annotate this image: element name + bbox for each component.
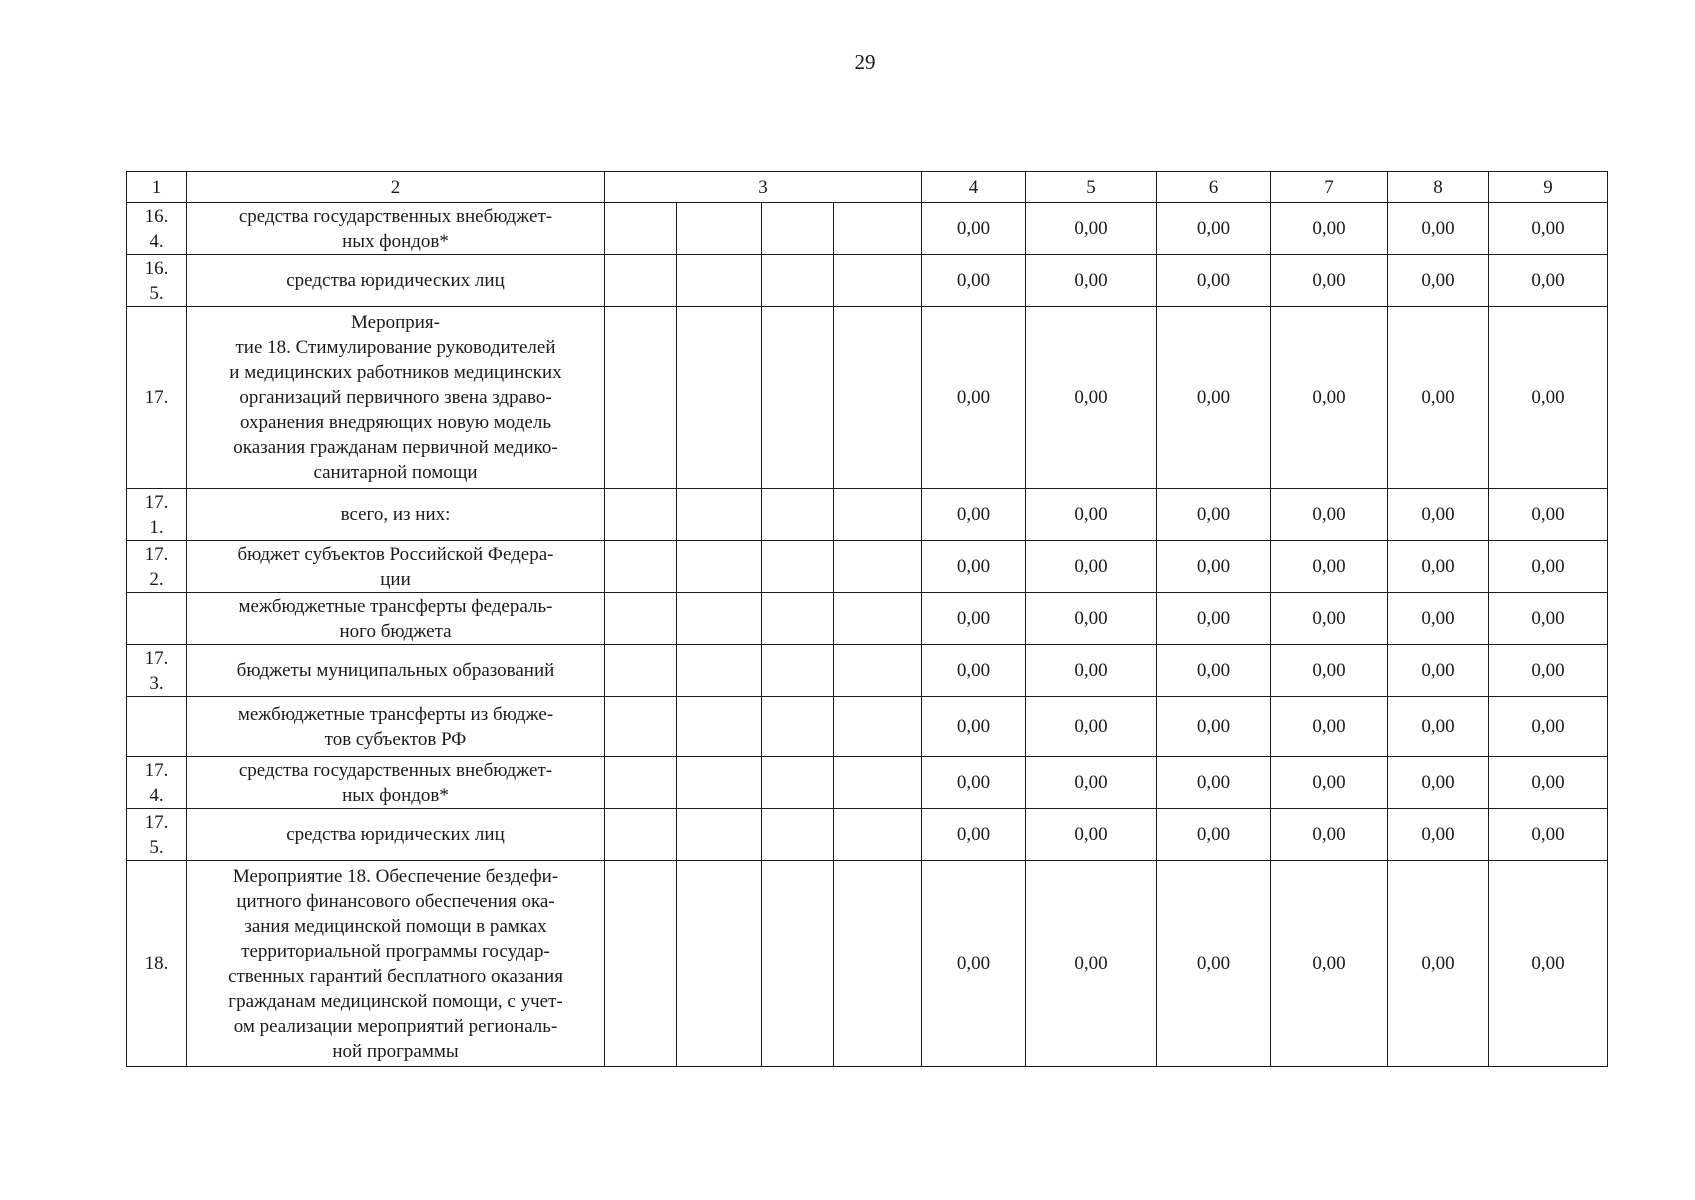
row-number-cell: 17. 2. [127,541,187,593]
row-number-cell: 17. [127,307,187,489]
empty-subcell [605,203,677,255]
value-cell: 0,00 [1271,757,1388,809]
empty-subcell [834,541,922,593]
value-cell: 0,00 [1157,255,1271,307]
header-cell: 6 [1157,172,1271,203]
value-cell: 0,00 [1157,489,1271,541]
header-cell: 9 [1489,172,1608,203]
empty-subcell [605,255,677,307]
row-description-cell: средства юридических лиц [187,809,605,861]
value-cell: 0,00 [922,593,1026,645]
value-cell: 0,00 [1271,541,1388,593]
row-description-cell: межбюджетные трансферты из бюдже- тов субъектов РФ [187,697,605,757]
value-cell: 0,00 [1271,809,1388,861]
row-description-cell: всего, из них: [187,489,605,541]
value-cell: 0,00 [1157,861,1271,1067]
empty-subcell [677,809,762,861]
page-number: 29 [854,50,876,74]
table-row [127,489,1608,541]
value-cell: 0,00 [1489,697,1608,757]
value-cell: 0,00 [1489,645,1608,697]
value-cell: 0,00 [1489,809,1608,861]
value-cell: 0,00 [1388,809,1489,861]
table-row [127,593,1608,645]
header-cell: 1 [127,172,187,203]
empty-subcell [677,307,762,489]
value-cell: 0,00 [1271,697,1388,757]
header-row [127,172,1608,203]
empty-subcell [605,307,677,489]
empty-subcell [605,809,677,861]
value-cell: 0,00 [922,489,1026,541]
table-row [127,255,1608,307]
empty-subcell [834,255,922,307]
value-cell: 0,00 [922,255,1026,307]
value-cell: 0,00 [1388,697,1489,757]
header-cell: 8 [1388,172,1489,203]
row-description-cell: средства государственных внебюджет- ных фондов* [187,757,605,809]
value-cell: 0,00 [1026,255,1157,307]
header-cell: 2 [187,172,605,203]
value-cell: 0,00 [922,757,1026,809]
value-cell: 0,00 [1271,489,1388,541]
empty-subcell [677,697,762,757]
value-cell: 0,00 [1489,757,1608,809]
empty-subcell [834,307,922,489]
empty-subcell [677,203,762,255]
value-cell: 0,00 [1271,593,1388,645]
table-row [127,203,1608,255]
row-number-cell [127,697,187,757]
empty-subcell [677,489,762,541]
row-description-cell: бюджет субъектов Российской Федера- ции [187,541,605,593]
empty-subcell [834,593,922,645]
value-cell: 0,00 [1026,489,1157,541]
value-cell: 0,00 [1271,307,1388,489]
empty-subcell [834,645,922,697]
row-number-cell: 17. 4. [127,757,187,809]
empty-subcell [834,809,922,861]
table-row [127,809,1608,861]
empty-subcell [762,809,834,861]
header-cell: 3 [605,172,922,203]
value-cell: 0,00 [922,697,1026,757]
value-cell: 0,00 [1026,593,1157,645]
empty-subcell [762,307,834,489]
value-cell: 0,00 [922,541,1026,593]
value-cell: 0,00 [1026,645,1157,697]
value-cell: 0,00 [1026,307,1157,489]
value-cell: 0,00 [1157,757,1271,809]
empty-subcell [762,757,834,809]
value-cell: 0,00 [1489,255,1608,307]
empty-subcell [762,593,834,645]
row-description-cell: средства юридических лиц [187,255,605,307]
value-cell: 0,00 [1489,593,1608,645]
header-cell: 5 [1026,172,1157,203]
value-cell: 0,00 [1388,757,1489,809]
value-cell: 0,00 [1157,593,1271,645]
empty-subcell [605,593,677,645]
value-cell: 0,00 [1271,861,1388,1067]
empty-subcell [605,757,677,809]
value-cell: 0,00 [1388,541,1489,593]
empty-subcell [762,697,834,757]
value-cell: 0,00 [1388,307,1489,489]
empty-subcell [834,861,922,1067]
header-cell: 4 [922,172,1026,203]
table-row [127,861,1608,1067]
row-number-cell: 17. 3. [127,645,187,697]
empty-subcell [762,203,834,255]
value-cell: 0,00 [1271,645,1388,697]
empty-subcell [762,255,834,307]
value-cell: 0,00 [1026,861,1157,1067]
value-cell: 0,00 [1489,307,1608,489]
value-cell: 0,00 [1489,489,1608,541]
value-cell: 0,00 [1157,697,1271,757]
empty-subcell [605,645,677,697]
budget-table-container [126,171,1608,1067]
value-cell: 0,00 [922,645,1026,697]
value-cell: 0,00 [1271,203,1388,255]
budget-table [126,171,1608,1067]
value-cell: 0,00 [1489,541,1608,593]
value-cell: 0,00 [1489,861,1608,1067]
row-number-cell [127,593,187,645]
row-number-cell: 18. [127,861,187,1067]
value-cell: 0,00 [922,203,1026,255]
empty-subcell [834,489,922,541]
empty-subcell [762,645,834,697]
row-description-cell: Мероприятие 18. Обеспечение бездефи- цитного финансового обеспечения ока- зания медицинской помощи в рамках территориальной программы государ- ственных гарантий бесплатного оказания гражданам медицинской помощи, с учет- ом реализации мероприятий региональ- ной программы [187,861,605,1067]
empty-subcell [677,255,762,307]
value-cell: 0,00 [1489,203,1608,255]
empty-subcell [677,593,762,645]
table-row [127,757,1608,809]
table-body [127,203,1608,1067]
empty-subcell [677,757,762,809]
value-cell: 0,00 [922,861,1026,1067]
value-cell: 0,00 [1026,203,1157,255]
table-row [127,307,1608,489]
value-cell: 0,00 [1271,255,1388,307]
row-description-cell: Мероприя- тие 18. Стимулирование руководителей и медицинских работников медицинских организаций первичного звена здраво- охранения внедряющих новую модель оказания гражданам первичной медико- санитарной помощи [187,307,605,489]
empty-subcell [834,757,922,809]
row-description-cell: бюджеты муниципальных образований [187,645,605,697]
value-cell: 0,00 [922,307,1026,489]
value-cell: 0,00 [1157,203,1271,255]
value-cell: 0,00 [1026,809,1157,861]
value-cell: 0,00 [1388,645,1489,697]
row-number-cell: 16. 4. [127,203,187,255]
empty-subcell [677,861,762,1067]
table-row [127,697,1608,757]
empty-subcell [834,697,922,757]
row-description-cell: средства государственных внебюджет- ных фондов* [187,203,605,255]
value-cell: 0,00 [1388,255,1489,307]
empty-subcell [762,489,834,541]
empty-subcell [605,489,677,541]
header-cell: 7 [1271,172,1388,203]
empty-subcell [605,697,677,757]
value-cell: 0,00 [922,809,1026,861]
empty-subcell [762,861,834,1067]
value-cell: 0,00 [1157,541,1271,593]
empty-subcell [834,203,922,255]
empty-subcell [677,541,762,593]
row-description-cell: межбюджетные трансферты федераль- ного бюджета [187,593,605,645]
empty-subcell [762,541,834,593]
value-cell: 0,00 [1026,757,1157,809]
empty-subcell [677,645,762,697]
value-cell: 0,00 [1157,645,1271,697]
row-number-cell: 17. 1. [127,489,187,541]
value-cell: 0,00 [1388,203,1489,255]
value-cell: 0,00 [1388,593,1489,645]
value-cell: 0,00 [1026,541,1157,593]
table-row [127,645,1608,697]
value-cell: 0,00 [1157,307,1271,489]
row-number-cell: 17. 5. [127,809,187,861]
empty-subcell [605,861,677,1067]
value-cell: 0,00 [1157,809,1271,861]
value-cell: 0,00 [1388,489,1489,541]
row-number-cell: 16. 5. [127,255,187,307]
table-row [127,541,1608,593]
empty-subcell [605,541,677,593]
value-cell: 0,00 [1026,697,1157,757]
value-cell: 0,00 [1388,861,1489,1067]
